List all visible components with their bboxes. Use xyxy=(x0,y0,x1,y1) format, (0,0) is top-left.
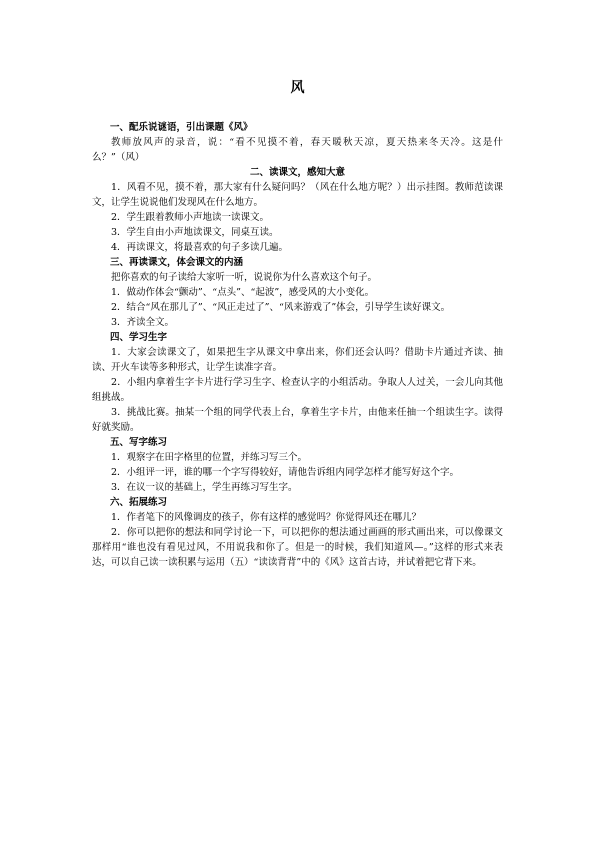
section-2 xyxy=(92,165,503,255)
section-6 xyxy=(92,495,503,570)
section-heading: 六、拓展练习 xyxy=(110,497,168,508)
paragraph: 1．做动作体会“颤动”、“点头”、“起波”，感受风的大小变化。 xyxy=(111,287,375,298)
paragraph: 1．观察字在田字格里的位置，并练习写三个。 xyxy=(111,452,308,463)
section-heading: 二、读课文，感知大意 xyxy=(249,167,345,178)
paragraph: 1．作者笔下的风像调皮的孩子，你有这样的感觉吗？你觉得风还在哪儿？ xyxy=(111,512,422,523)
paragraph: 3．在议一议的基础上，学生再练习写生字。 xyxy=(111,482,298,493)
section-heading: 一、配乐说谜语，引出课题《风》 xyxy=(110,122,253,133)
paragraph: 3．齐读全文。 xyxy=(111,317,175,328)
section-1 xyxy=(92,120,503,165)
paragraph: 把你喜欢的句子读给大家听一听，说说你为什么喜欢这个句子。 xyxy=(111,272,378,283)
paragraph: 2．小组评一评，谁的哪一个字写得较好，请他告诉组内同学怎样才能写好这个字。 xyxy=(111,467,460,478)
paragraph: 2．小组内拿着生字卡片进行学习生字、检查认字的小组活动。争取人人过关，一会儿向其他组挑战。 xyxy=(92,377,503,403)
section-heading: 三、再读课文，体会课文的内涵 xyxy=(110,257,244,268)
section-5 xyxy=(92,435,503,495)
paragraph: 教师放风声的录音，说：“看不见摸不着，春天暖秋天凉，夏天热来冬天冷。这是什么？”（风） xyxy=(92,137,503,163)
section-4 xyxy=(92,330,503,435)
paragraph: 1．大家会读课文了，如果把生字从课文中拿出来，你们还会认吗？借助卡片通过齐读、抽读、开火车读等多种形式，让学生读准字音。 xyxy=(92,347,503,373)
paragraph: 1．风看不见，摸不着，那大家有什么疑问吗？（风在什么地方呢？）出示挂图。教师范读课文，让学生说说他们发现风在什么地方。 xyxy=(92,182,503,208)
section-heading: 五、写字练习 xyxy=(110,437,168,448)
paragraph: 2．你可以把你的想法和同学讨论一下，可以把你的想法通过画画的形式画出来，可以像课文那样用“谁也没有看见过风，不用说我和你了。但是一的时候，我们知道风—。”这样的形式来表达，可以自己读一读积累与运用（五）“读读背背”中的《风》这首古诗，并试着把它背下来。 xyxy=(92,527,503,568)
paragraph: 3．学生自由小声地读课文，同桌互读。 xyxy=(111,227,279,238)
section-3 xyxy=(92,255,503,330)
paragraph: 3．挑战比赛。抽某一个组的同学代表上台，拿着生字卡片，由他来任抽一个组读生字。读得好就奖励。 xyxy=(92,407,503,433)
paragraph: 2．学生跟着教师小声地读一读课文。 xyxy=(111,212,270,223)
section-heading: 四、学习生字 xyxy=(110,332,168,343)
paragraph: 4．再读课文，将最喜欢的句子多读几遍。 xyxy=(111,242,289,253)
paragraph: 2．结合“风在那儿了”、“风正走过了”、“风来游戏了”体会，引导学生读好课文。 xyxy=(111,302,451,313)
document-title: 风 xyxy=(290,80,305,96)
